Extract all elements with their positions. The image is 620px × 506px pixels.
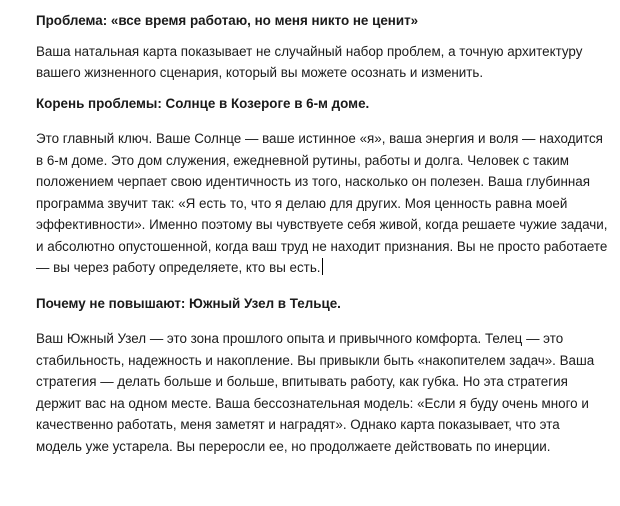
paragraph-sun <box>36 128 608 279</box>
text-cursor <box>322 258 323 275</box>
paragraph-south-node: Ваш Южный Узел — это зона прошлого опыта и привычного комфорта. Телец — это стабильность, надежность и накопление. Вы привыкли быть «накопителем задач». Ваша стратегия — делать больше и больше, впитывать работу, как губка. Но эта стратегия держит вас на одном месте. Ваша бессознательная модель: «Если я буду очень много и качественно работать, меня заметят и наградят». Однако карта показывает, что эта модель уже устарела. Вы переросли ее, но продолжаете действовать по инерции. <box>36 331 595 454</box>
heading-no-promotion: Почему не повышают: Южный Узел в Тельце. <box>36 295 341 311</box>
document-body[interactable] <box>36 10 608 457</box>
paragraph-intro: Ваша натальная карта показывает не случайный набор проблем, а точную архитектуру вашего жизненного сценария, который вы можете осознать и изменить. <box>36 43 583 80</box>
heading-problem: Проблема: «все время работаю, но меня никто не ценит» <box>36 13 419 28</box>
paragraph-sun-text: Это главный ключ. Ваше Солнце — ваше истинное «я», ваша энергия и воля — находится в 6-м доме. Это дом служения, ежедневной рутины, работы и долга. Человек с таким положением черпает свою идентичность из того, насколько он полезен. Ваша глубинная программа звучит так: «Я есть то, что я делаю для других. Моя ценность равна моей эффективности». Именно поэтому вы чувствуете себя живой, когда решаете чужие задачи, и абсолютно опустошенной, когда ваш труд не находит признания. Вы не просто работаете — вы через работу определяете, кто вы есть. <box>36 131 608 275</box>
heading-root-cause: Корень проблемы: Солнце в Козероге в 6-м доме. <box>36 95 370 111</box>
